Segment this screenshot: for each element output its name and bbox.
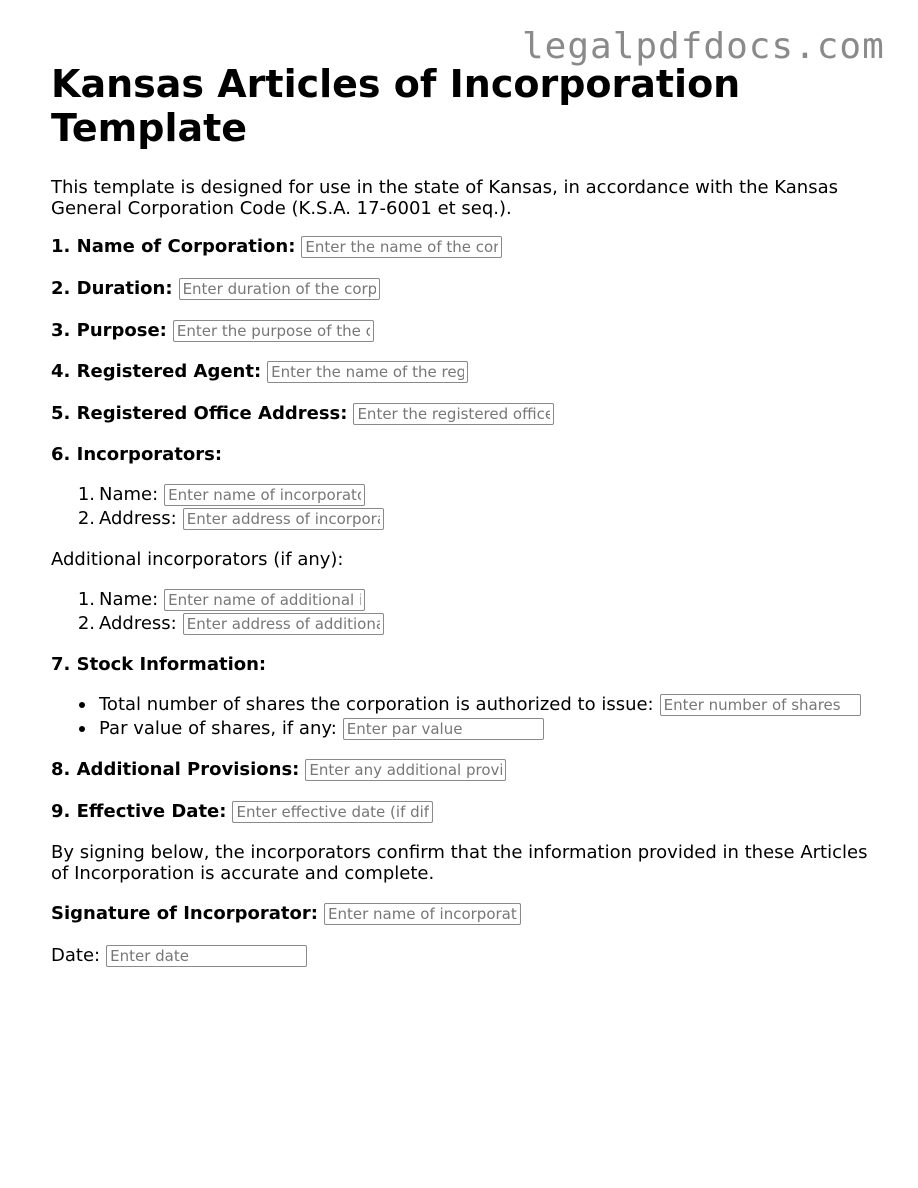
name-label: 1. Name of Corporation: — [51, 236, 296, 257]
agent-label: 4. Registered Agent: — [51, 361, 262, 382]
incorporator-address-item — [51, 508, 384, 530]
shares-input[interactable] — [660, 694, 861, 716]
incorporator-address-label: Address: — [99, 508, 177, 529]
incorporator-name-input[interactable] — [164, 484, 365, 506]
purpose-input[interactable] — [173, 320, 374, 342]
additional-name-label: Name: — [99, 589, 159, 610]
section-office — [51, 403, 554, 425]
section-effective-date — [51, 801, 433, 823]
par-value-input[interactable] — [343, 718, 544, 740]
stock-par-item — [51, 718, 544, 740]
bullet-icon — [79, 702, 85, 708]
stock-label: 7. Stock Information: — [51, 654, 267, 675]
list-number: 1. — [77, 484, 95, 505]
watermark: legalpdfdocs.com — [522, 26, 885, 67]
section-purpose — [51, 320, 374, 342]
signature-row — [51, 903, 521, 925]
incorporator-name-label: Name: — [99, 484, 159, 505]
effective-date-label: 9. Effective Date: — [51, 801, 227, 822]
provisions-label: 8. Additional Provisions: — [51, 759, 300, 780]
section-name — [51, 236, 502, 258]
section-duration — [51, 278, 380, 300]
section-provisions — [51, 759, 506, 781]
date-row — [51, 945, 307, 967]
date-label: Date: — [51, 945, 101, 966]
additional-incorporators — [51, 549, 344, 571]
additional-name-input[interactable] — [164, 589, 365, 611]
registered-agent-input[interactable] — [267, 361, 468, 383]
additional-address-label: Address: — [99, 613, 177, 634]
signature-input[interactable] — [324, 903, 521, 925]
additional-name-item — [51, 589, 365, 611]
list-number: 2. — [77, 613, 95, 634]
incorporator-name-item — [51, 484, 365, 506]
document — [51, 62, 881, 966]
registered-office-input[interactable] — [353, 403, 554, 425]
list-number: 1. — [77, 589, 95, 610]
date-input[interactable] — [106, 945, 307, 967]
corporation-name-input[interactable] — [301, 236, 502, 258]
signature-label: Signature of Incorporator: — [51, 903, 318, 924]
provisions-input[interactable] — [305, 759, 506, 781]
intro-text: This template is designed for use in the state of Kansas, in accordance with the Kansas General Corporation Code (K.S.A. 17-6001 et seq.). — [51, 177, 838, 219]
shares-label: Total number of shares the corporation is authorized to issue: — [99, 694, 654, 715]
additional-address-item — [51, 613, 384, 635]
office-label: 5. Registered Office Address: — [51, 403, 348, 424]
additional-address-input[interactable] — [183, 613, 384, 635]
section-agent — [51, 361, 468, 383]
incorporator-address-input[interactable] — [183, 508, 384, 530]
bullet-icon — [79, 726, 85, 732]
additional-incorporators-label: Additional incorporators (if any): — [51, 549, 344, 570]
stock-shares-item — [51, 694, 861, 716]
section-stock — [51, 654, 266, 676]
purpose-label: 3. Purpose: — [51, 320, 167, 341]
confirmation-text: By signing below, the incorporators confirm that the information provided in these Articles of Incorporation is accurate and complete. — [51, 842, 868, 884]
section-incorporators — [51, 444, 222, 466]
incorporators-label: 6. Incorporators: — [51, 444, 223, 465]
duration-input[interactable] — [179, 278, 380, 300]
par-value-label: Par value of shares, if any: — [99, 718, 337, 739]
list-number: 2. — [77, 508, 95, 529]
duration-label: 2. Duration: — [51, 278, 173, 299]
effective-date-input[interactable] — [232, 801, 433, 823]
page-title: Kansas Articles of Incorporation Template — [51, 62, 741, 150]
